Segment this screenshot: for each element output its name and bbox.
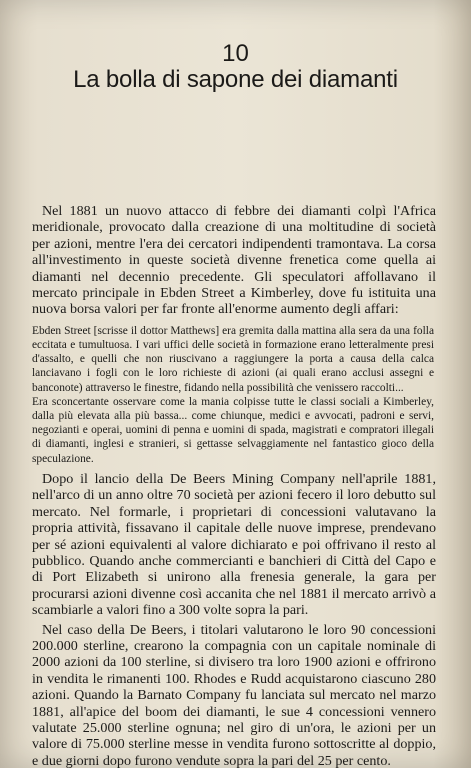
paragraph-3: Nel caso della De Beers, i titolari valutarono le loro 90 concessioni 200.000 sterline, crearono la compagnia con un capitale nominale di 2000 azioni da 100 sterline, si divisero tra loro 1900 azioni e offrirono in vendita le rimanenti 100. Rhodes e Rudd acquistarono ciascuno 280 azioni. Quando la Barnato Company fu lanciata sul mercato nel marzo 1881, all'apice del boom dei diamanti, le sue 4 concessioni vennero valutate 25.000 sterline ognuna; nel giro di un'ora, le azioni per un valore di 75.000 sterline messe in vendita furono sottoscritte al doppio, e due giorni dopo furono vendute sopra la pari del 25 per cento. xyxy=(32,621,436,768)
paragraph-2: Dopo il lancio della De Beers Mining Company nell'aprile 1881, nell'arco di un anno oltre 70 società per azioni fecero il loro debutto sul mercato. Nel formarle, i proprietari di concessioni valutavano la propria attività, fissavano il capitale delle nuove imprese, prendevano per sé azioni equivalenti al valore dichiarato e poi offrivano il resto al pubblico. Quando anche commercianti e banchieri di Città del Capo e di Port Elizabeth si unirono alla frenesia generale, la gara per procurarsi azioni divenne così accanita che nel 1881 il mercato arrivò a scambiarle a valori fino a 300 volte sopra la pari. xyxy=(32,470,436,619)
quote-paragraph-1: Ebden Street [scrisse il dottor Matthews] era gremita dalla mattina alla sera da una folla eccitata e tumultuosa. I vari uffici delle società in formazione erano letteralmente presi d'assalto, e quelli che non riuscivano a raggiungere la porta a causa della calca lanciavano i fogli con le loro richieste di azioni (ai quali erano acclusi assegni e banconote) attraverso le finestre, fidando nella possibilità che venissero raccolti... xyxy=(32,324,434,394)
quote-paragraph-2: Era sconcertante osservare come la mania colpisse tutte le classi sociali a Kimberley, dalla più elevata alla più bassa... come chiunque, medici e avvocati, padroni e servi, negozianti e operai, uomini di penna e uomini di spada, magistrati e compratori illegali di diamanti, inglesi e stranieri, si gettasse selvaggiamente nel fantastico gioco della speculazione. xyxy=(32,395,434,465)
chapter-title: La bolla di sapone dei diamanti xyxy=(73,66,398,93)
body-text xyxy=(32,203,436,768)
chapter-number: 10 xyxy=(222,40,249,67)
paragraph-1: Nel 1881 un nuovo attacco di febbre dei diamanti colpì l'Africa meridionale, provocato dalla creazione di una moltitudine di società per azioni, mentre l'era dei cercatori indipendenti tramontava. La corsa all'investimento in queste società divenne frenetica come quella ai diamanti nel decennio precedente. Gli speculatori affollavano il mercato principale in Ebden Street a Kimberley, dove fu istituita una nuova borsa valori per far fronte all'enorme aumento degli affari: xyxy=(32,203,436,318)
block-quote xyxy=(32,324,434,466)
